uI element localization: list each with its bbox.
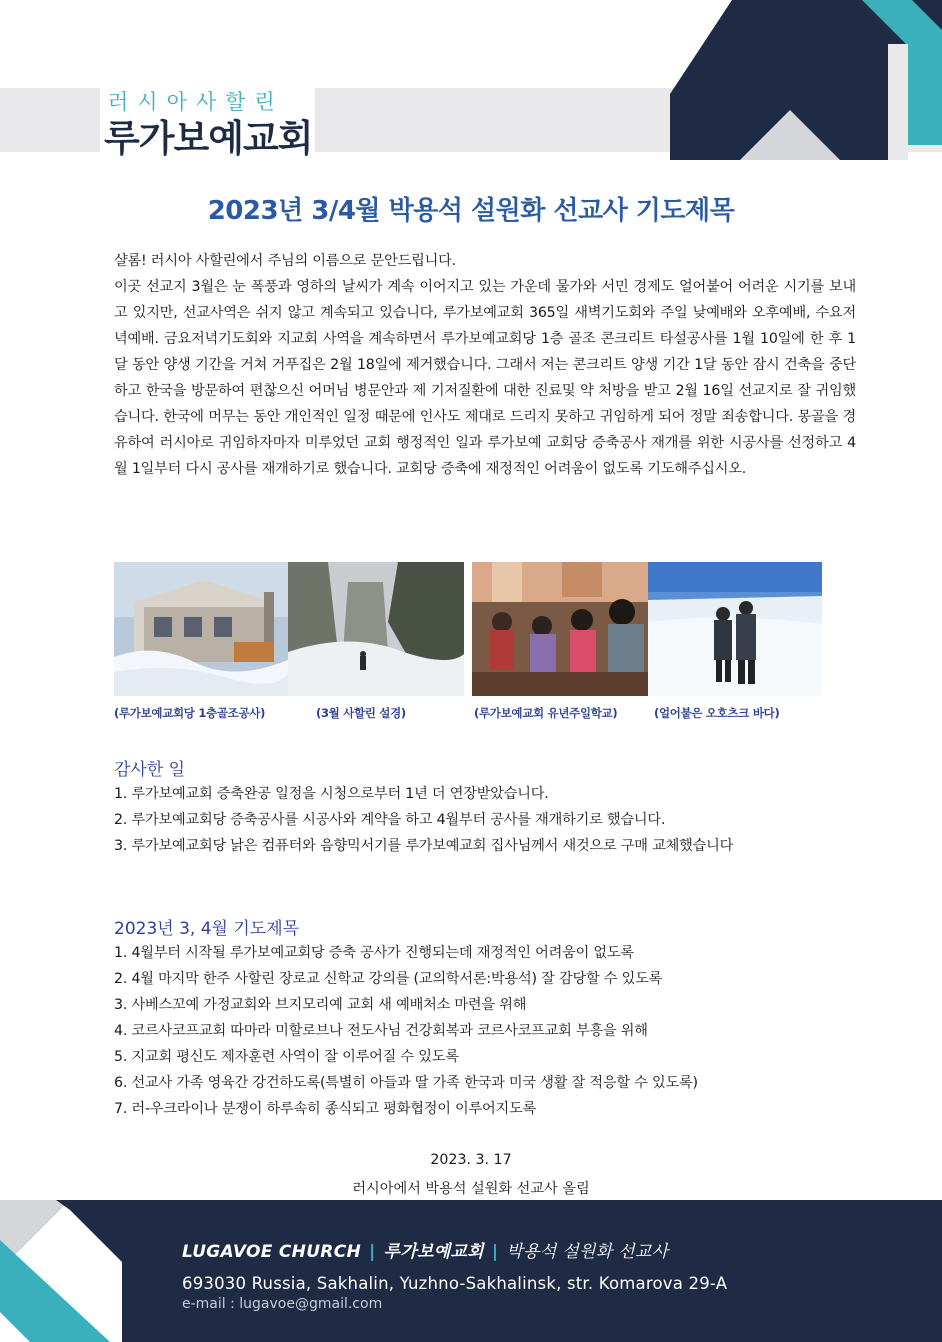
letter-signature: 러시아에서 박용석 설원화 선교사 올림 bbox=[352, 1181, 590, 1197]
thanks-item: 1. 루가보예교회 증축완공 일정을 시청으로부터 1년 더 연장받았습니다. bbox=[114, 786, 549, 802]
thanks-heading: 감사한 일 bbox=[114, 760, 186, 780]
footer-separator: | bbox=[369, 1242, 376, 1262]
intro-text bbox=[114, 248, 856, 482]
prayer-item: 5. 지교회 평신도 제자훈련 사역이 잘 이루어질 수 있도록 bbox=[114, 1049, 459, 1065]
intro-greeting: 샬롬! 러시아 사할린에서 주님의 이름으로 문안드립니다. bbox=[114, 253, 456, 269]
document-title: 2023년 3/4월 박용석 설원화 선교사 기도제목 bbox=[207, 196, 735, 226]
footer-decoration bbox=[0, 1200, 130, 1342]
caption-sea: (얼어붙은 오호츠크 바다) bbox=[654, 706, 780, 720]
caption-construction: (루가보예교회당 1층골조공사) bbox=[114, 706, 266, 720]
logo-subtitle: 러시아사할린 bbox=[108, 90, 284, 114]
footer-separator: | bbox=[491, 1242, 499, 1262]
prayer-list bbox=[114, 940, 858, 1122]
footer-email: e-mail : lugavoe@gmail.com bbox=[182, 1296, 383, 1312]
prayer-item: 1. 4월부터 시작될 루가보예교회당 증축 공사가 진행되는데 재정적인 어려움이 없도록 bbox=[114, 945, 634, 961]
prayer-item: 6. 선교사 가족 영육간 강건하도록(특별히 아들과 딸 가족 한국과 미국 생활 잘 적응할 수 있도록) bbox=[114, 1075, 698, 1091]
footer-address: 693030 Russia, Sakhalin, Yuzhno-Sakhalinsk, str. Komarova 29-A bbox=[182, 1274, 728, 1293]
thanks-item: 2. 루가보예교회당 증축공사를 시공사와 계약을 하고 4월부터 공사를 재개하기로 했습니다. bbox=[114, 812, 666, 828]
caption-sunday-school: (루가보예교회 유년주일학교) bbox=[474, 706, 618, 720]
footer-brand-en: LUGAVOE CHURCH bbox=[182, 1242, 362, 1262]
photo-church-construction bbox=[114, 562, 288, 696]
photo-sakhalin-snow bbox=[288, 562, 464, 696]
photo-okhotsk-sea bbox=[648, 562, 822, 696]
header-decoration bbox=[640, 0, 942, 160]
footer-brand bbox=[182, 1237, 668, 1262]
thanks-list bbox=[114, 781, 858, 859]
intro-body: 이곳 선교지 3월은 눈 폭풍과 영하의 날씨가 계속 이어지고 있는 가운데 물가와 서민 경제도 얼어붙어 어려운 시기를 보내고 있지만, 선교사역은 쉬지 않고 계속되고 있습니다, 루가보예교회 365일 새벽기도회와 주일 낮예배와 오후예배, 수요저녁예배. 금요저녁기도회와 지교회 사역을 계속하면서 루가보예교회당 1층 골조 콘크리트 타설공사를 1월 10일에 한 후 1달 동안 양생 기간을 거쳐 거푸집은 2월 18일에 제거했습니다. 그래서 저는 콘크리트 양생 기간 1달 동안 잠시 건축을 중단하고 한국을 방문하여 편찮으신 어머님 병문안과 제 기저질환에 대한 진료및 약 처방을 받고 2월 16일 선교지로 잘 귀임했습니다. 한국에 머무는 동안 개인적인 일정 때문에 인사도 제대로 드리지 못하고 귀임하게 되어 정말 죄송합니다. 몽골을 경유하여 러시아로 귀임하자마자 미루었던 교회 행정적인 일과 루가보예 교회당 증축공사 재개를 위한 시공사를 선정하고 4월 1일부터 다시 공사를 재개하기로 했습니다. 교회당 증축에 재정적인 어려움이 없도록 기도해주십시오. bbox=[114, 279, 856, 477]
prayer-heading: 2023년 3, 4월 기도제목 bbox=[114, 919, 300, 939]
footer-brand-names: 박용석 설원화 선교사 bbox=[506, 1242, 669, 1262]
footer-brand-kr: 루가보예교회 bbox=[383, 1242, 484, 1262]
photo-sunday-school bbox=[472, 562, 648, 696]
prayer-item: 2. 4월 마지막 한주 사할린 장로교 신학교 강의를 (교의학서론:박용석) 잘 감당할 수 있도록 bbox=[114, 971, 663, 987]
prayer-item: 4. 코르사코프교회 따마라 미할로브나 전도사님 건강회복과 코르사코프교회 부흥을 위해 bbox=[114, 1023, 648, 1039]
caption-snow: (3월 사할린 설경) bbox=[316, 706, 406, 720]
footer bbox=[130, 1200, 942, 1342]
prayer-item: 3. 사베스꼬예 가정교회와 브지모리예 교회 새 예배처소 마련을 위해 bbox=[114, 997, 527, 1013]
letter-date: 2023. 3. 17 bbox=[430, 1152, 512, 1168]
logo-title: 루가보예교회 bbox=[104, 117, 313, 160]
thanks-item: 3. 루가보예교회당 낡은 컴퓨터와 음향믹서기를 루가보예교회 집사님께서 새것으로 구매 교체했습니다 bbox=[114, 838, 734, 854]
prayer-item: 7. 러-우크라이나 분쟁이 하루속히 종식되고 평화협정이 이루어지도록 bbox=[114, 1101, 537, 1117]
